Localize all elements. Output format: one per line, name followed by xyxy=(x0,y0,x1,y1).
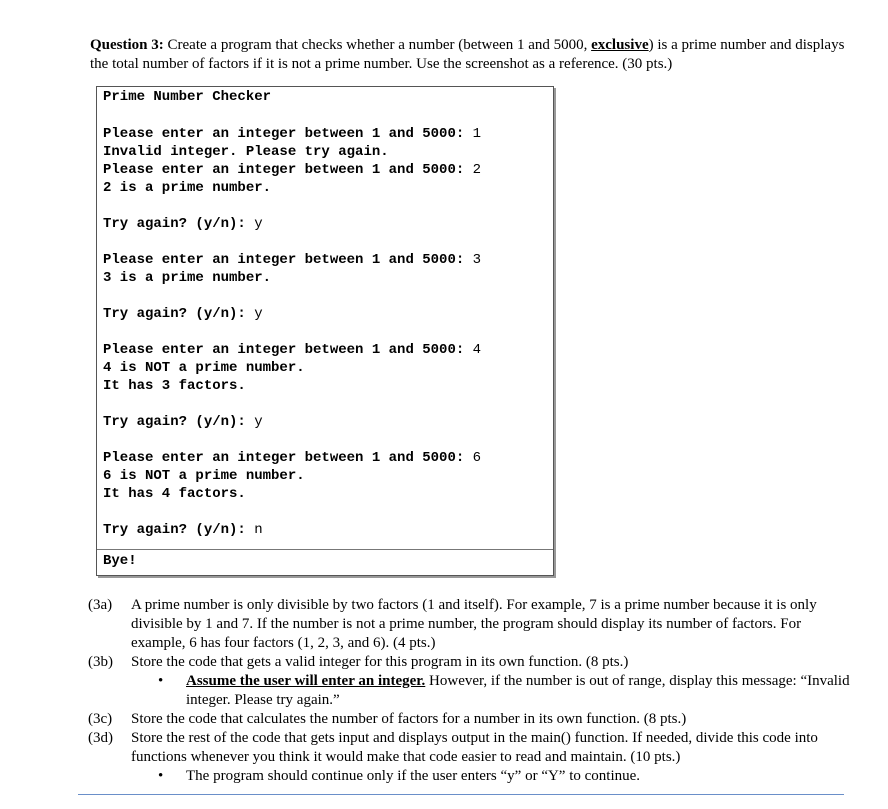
page-divider xyxy=(78,794,844,795)
assume-note: Assume the user will enter an integer. xyxy=(186,673,426,689)
console-line: Try again? (y/n): y xyxy=(103,306,263,322)
console-title: Prime Number Checker xyxy=(103,89,272,105)
part-3d: (3d) Store the rest of the code that gets input and displays output in the main() function. If needed, divide this code into functions whenever you think it would make that code easier to read and maintain. (10 pts.) xyxy=(88,730,818,765)
console-divider xyxy=(97,549,553,550)
console-line: 2 is a prime number. xyxy=(103,180,272,196)
console-line: Try again? (y/n): y xyxy=(103,414,263,430)
console-line: Invalid integer. Please try again. xyxy=(103,144,389,160)
console-line: It has 4 factors. xyxy=(103,486,246,502)
console-bye: Bye! xyxy=(103,553,137,569)
question-parts xyxy=(88,596,858,786)
part-3a: (3a) A prime number is only divisible by two factors (1 and itself). For example, 7 is a prime number because it is only divisible by 1 and 7. If the number is not a prime number, the program should display its number of factors. For example, 6 has four factors (1, 2, 3, and 6). (4 pts.) xyxy=(88,597,817,651)
question-text-2: ) is a prime number and displays the total number of factors if it is not a prime number. Use the screenshot as a reference. (30 pts.) xyxy=(90,37,845,72)
console-line: 6 is NOT a prime number. xyxy=(103,468,305,484)
console-line: Please enter an integer between 1 and 5000: 4 xyxy=(103,342,482,358)
console-line: It has 3 factors. xyxy=(103,378,246,394)
console-line: Please enter an integer between 1 and 5000: 2 xyxy=(103,162,482,178)
bullet-icon: • xyxy=(158,673,164,689)
console-line: 3 is a prime number. xyxy=(103,270,272,286)
console-line: 4 is NOT a prime number. xyxy=(103,360,305,376)
part-3c: (3c) Store the code that calculates the number of factors for a number in its own function. (8 pts.) xyxy=(88,711,687,727)
console-line: Please enter an integer between 1 and 5000: 6 xyxy=(103,450,482,466)
bullet-icon: • xyxy=(158,768,164,784)
exclusive-word: exclusive xyxy=(591,37,649,53)
console-line: Please enter an integer between 1 and 5000: 3 xyxy=(103,252,482,268)
console-screenshot xyxy=(96,86,554,576)
console-line: Try again? (y/n): y xyxy=(103,216,263,232)
console-line: Please enter an integer between 1 and 5000: 1 xyxy=(103,126,482,142)
console-line: Try again? (y/n): n xyxy=(103,522,263,538)
part-3b-bullet: • Assume the user will enter an integer. However, if the number is out of range, display this message: “Invalid integer. Please try again.” xyxy=(158,673,850,708)
question-3 xyxy=(90,36,860,74)
part-3d-bullet: • The program should continue only if the user enters “y” or “Y” to continue. xyxy=(158,768,641,784)
question-text-1: Create a program that checks whether a number (between 1 and 5000, xyxy=(163,37,592,53)
part-3b: (3b) Store the code that gets a valid integer for this program in its own function. (8 pts.) xyxy=(88,654,629,670)
question-label: Question 3: xyxy=(90,37,164,53)
